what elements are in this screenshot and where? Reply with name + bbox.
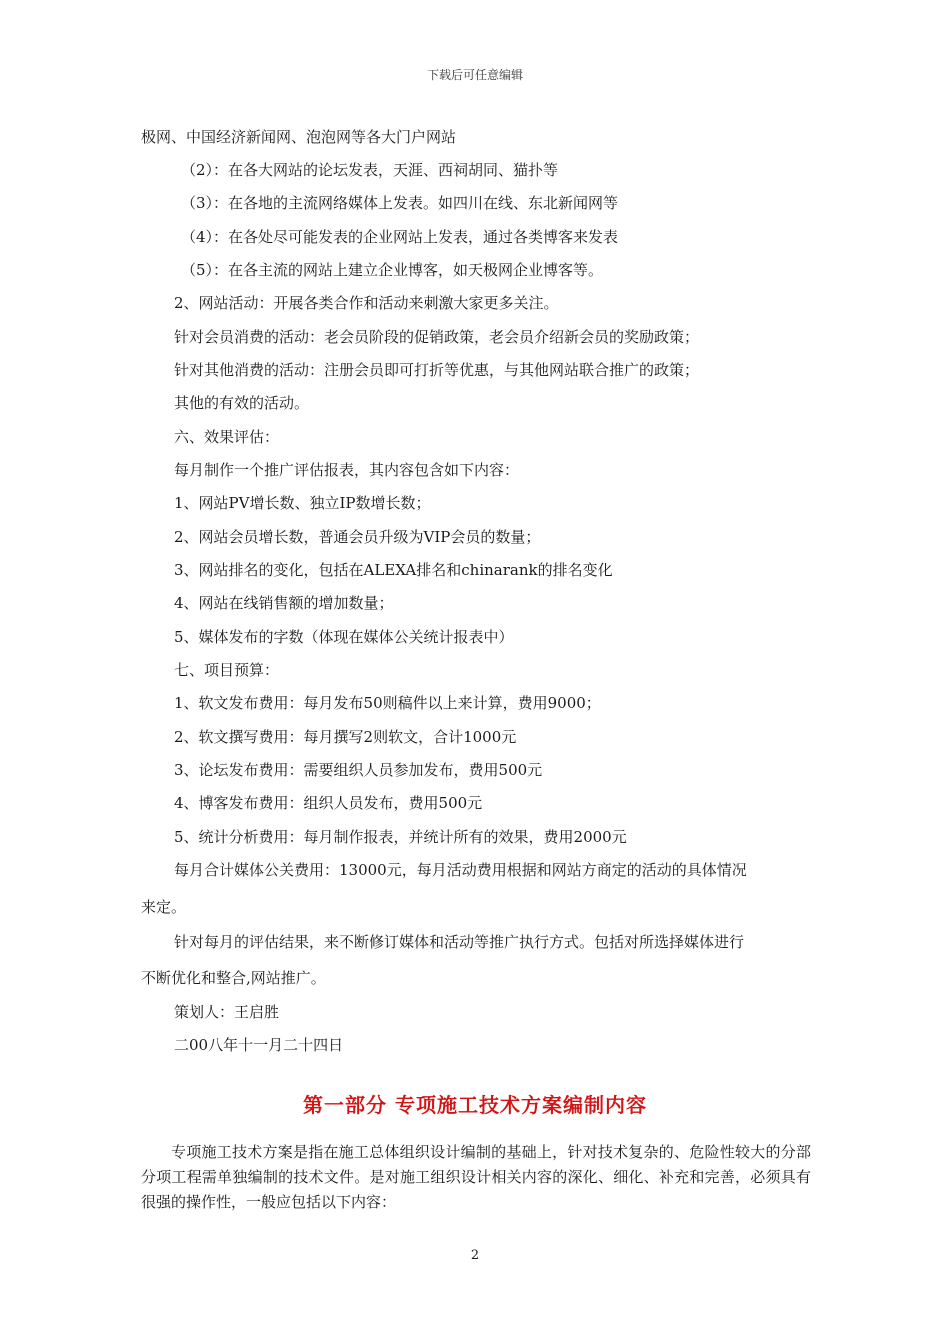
signature-line: 策划人：王启胜: [174, 1003, 280, 1021]
body-line: 不断优化和整合,网站推广。: [141, 969, 326, 987]
body-line: （5）：在各主流的网站上建立企业博客，如天极网企业博客等。: [181, 261, 604, 279]
body-line: 3、论坛发布费用：需要组织人员参加发布，费用500元: [174, 761, 543, 779]
page-header: 下载后可任意编辑: [426, 68, 523, 82]
body-line: 5、统计分析费用：每月制作报表，并统计所有的效果，费用2000元: [174, 828, 627, 846]
body-line: 2、软文撰写费用：每月撰写2则软文，合计1000元: [174, 728, 517, 746]
body-line: 针对每月的评估结果，来不断修订媒体和活动等推广执行方式。包括对所选择媒体进行: [174, 933, 745, 951]
section-title: 第一部分 专项施工技术方案编制内容: [303, 1093, 647, 1117]
body-line: 3、网站排名的变化，包括在ALEXA排名和chinarank的排名变化: [174, 561, 613, 579]
body-line: （3）：在各地的主流网络媒体上发表。如四川在线、东北新闻网等: [181, 194, 619, 212]
body-line: 每月制作一个推广评估报表，其内容包含如下内容：: [174, 461, 520, 479]
body-line: 2、网站活动：开展各类合作和活动来刺激大家更多关注。: [174, 294, 559, 312]
body-line: 极网、中国经济新闻网、泡泡网等各大门户网站: [141, 128, 457, 146]
body-line: 4、博客发布费用：组织人员发布，费用500元: [174, 794, 483, 812]
date-line: 二00八年十一月二十四日: [174, 1036, 344, 1054]
section-heading: 六、效果评估：: [174, 428, 280, 446]
body-line: 5、媒体发布的字数（体现在媒体公关统计报表中）: [174, 628, 514, 646]
intro-paragraph: 专项施工技术方案是指在施工总体组织设计编制的基础上，针对技术复杂的、危险性较大的分部分项工程需单独编制的技术文件。是对施工组织设计相关内容的深化、细化、补充和完善，必须具有很强的操作性，一般应包括以下内容：: [141, 1143, 811, 1211]
body-line: 每月合计媒体公关费用：13000元，每月活动费用根据和网站方商定的活动的具体情况: [174, 861, 747, 879]
body-line: 其他的有效的活动。: [174, 394, 310, 412]
body-line: 针对会员消费的活动：老会员阶段的促销政策，老会员介绍新会员的奖励政策；: [174, 328, 700, 346]
page-number: 2: [470, 1248, 480, 1263]
body-line: 4、网站在线销售额的增加数量；: [174, 594, 394, 612]
body-line: 1、网站PV增长数、独立IP数增长数；: [174, 494, 431, 512]
body-line: （2）：在各大网站的论坛发表，天涯、西祠胡同、猫扑等: [181, 161, 559, 179]
body-line: （4）：在各处尽可能发表的企业网站上发表，通过各类博客来发表: [181, 228, 619, 246]
body-line: 2、网站会员增长数，普通会员升级为VIP会员的数量；: [174, 528, 541, 546]
body-line: 来定。: [141, 898, 187, 916]
body-line: 1、软文发布费用：每月发布50则稿件以上来计算，费用9000；: [174, 694, 601, 712]
body-line: 针对其他消费的活动：注册会员即可打折等优惠，与其他网站联合推广的政策；: [174, 361, 700, 379]
section-heading: 七、项目预算：: [174, 661, 280, 679]
